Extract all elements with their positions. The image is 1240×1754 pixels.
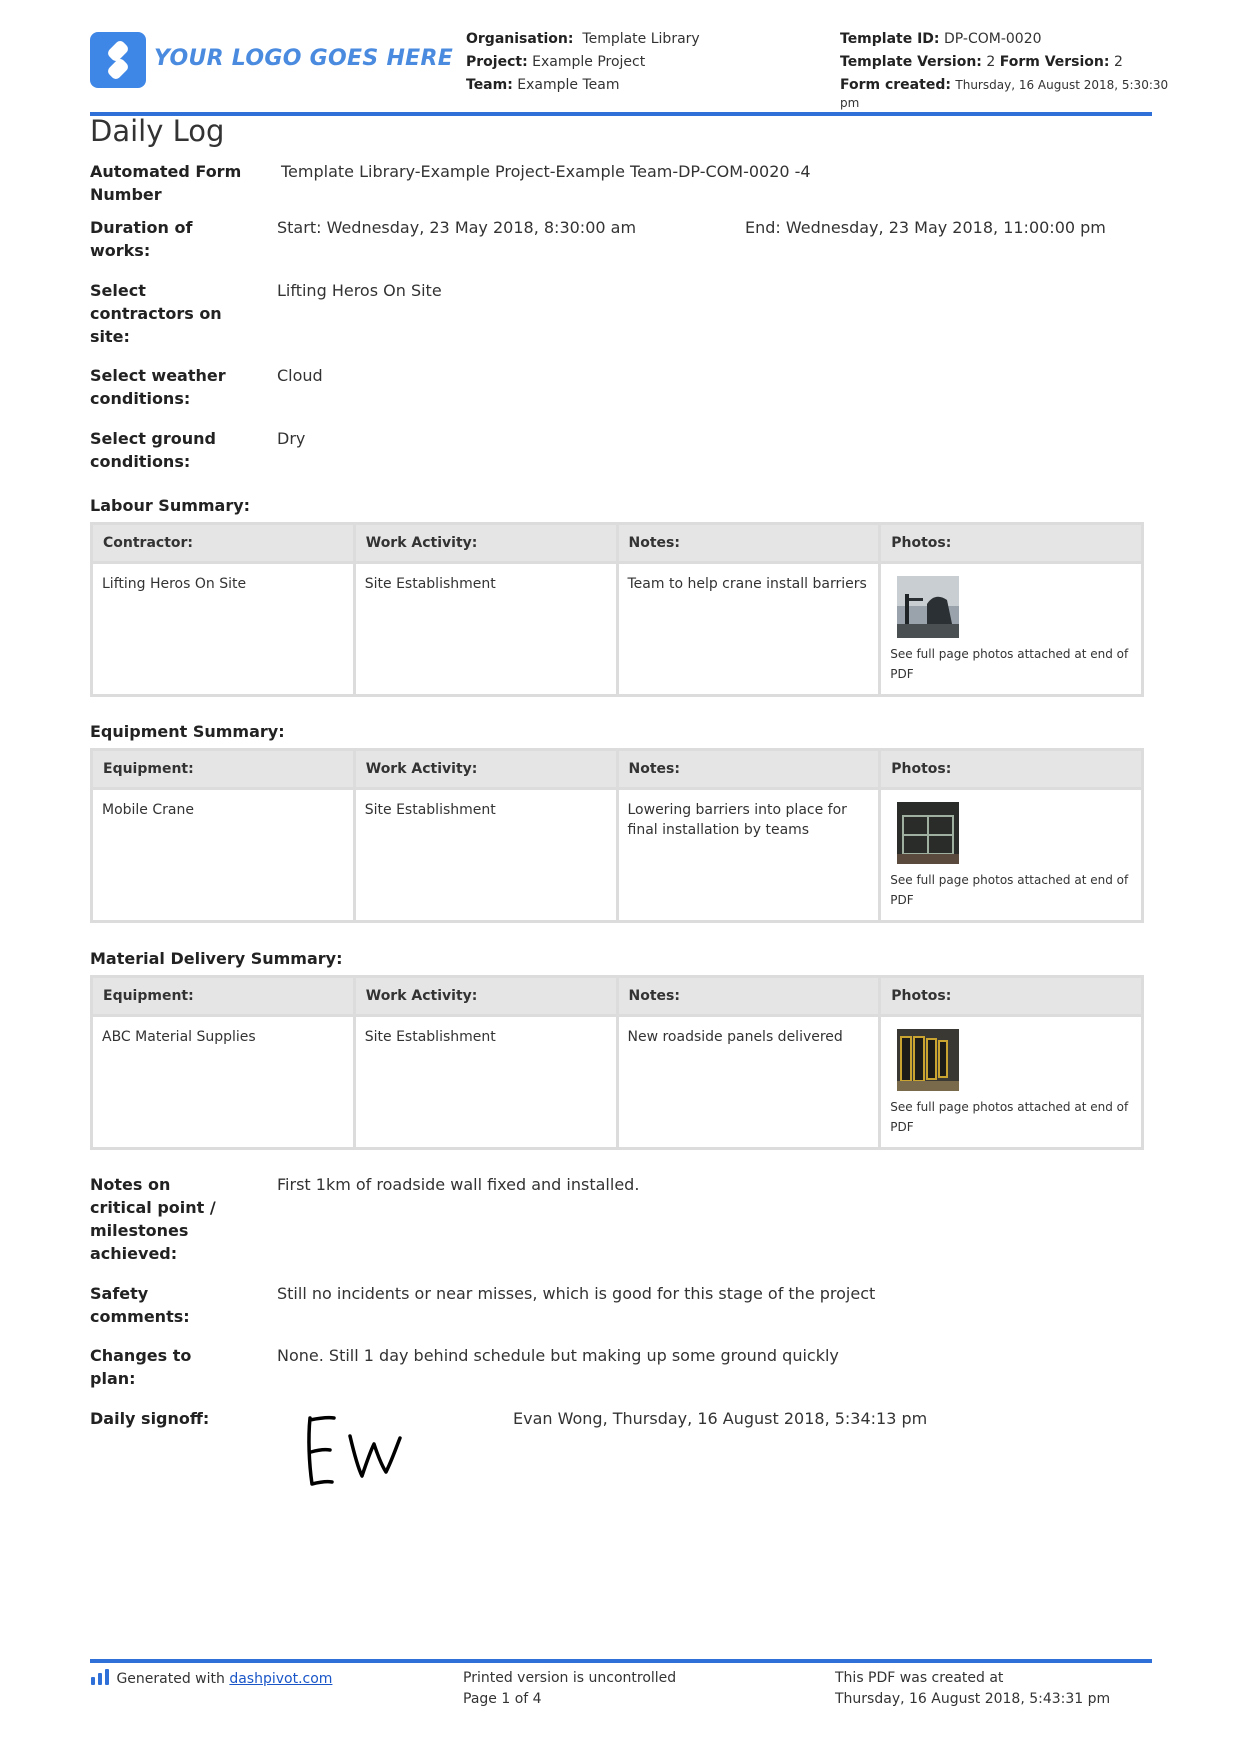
pdf-created-label: This PDF was created at (835, 1670, 1004, 1686)
team-label: Team: (466, 77, 513, 93)
table-header-cell: Work Activity: (356, 525, 616, 561)
table-cell: Site Establishment (356, 564, 616, 694)
labour-summary-title: Labour Summary: (90, 496, 251, 515)
logo-text: YOUR LOGO GOES HERE (154, 46, 454, 71)
form-version-value: 2 (1113, 54, 1123, 70)
table-header-row (93, 525, 1141, 561)
footer-divider (90, 1659, 1152, 1663)
table-header-cell: Photos: (881, 751, 1141, 787)
pdf-created-value: Thursday, 16 August 2018, 5:43:31 pm (835, 1691, 1111, 1707)
table-cell: New roadside panels delivered (619, 1017, 879, 1147)
template-id-label: Template ID: (840, 31, 940, 47)
equipment-summary-table (90, 748, 1144, 923)
table-row (93, 564, 1141, 694)
footer-generated (90, 1668, 332, 1690)
template-id-value: DP-COM-0020 (943, 31, 1042, 47)
table-cell: Site Establishment (356, 1017, 616, 1147)
photo-note: See full page photos attached at end of PDF (890, 873, 1129, 907)
form-number-label: Automated Form Number (90, 162, 242, 204)
table-cell: ABC Material Supplies (93, 1017, 353, 1147)
team-value: Example Team (517, 77, 620, 93)
table-header-cell: Work Activity: (356, 751, 616, 787)
table-header-cell: Equipment: (93, 751, 353, 787)
table-header-cell: Equipment: (93, 978, 353, 1014)
table-row (93, 790, 1141, 920)
table-cell: Site Establishment (356, 790, 616, 920)
safety-label: Safety comments: (90, 1284, 190, 1326)
form-created-label: Form created: (840, 77, 951, 93)
changes-label: Changes to plan: (90, 1346, 192, 1388)
photo-cell (881, 1017, 1141, 1147)
project-label: Project: (466, 54, 528, 70)
duration-start: Start: Wednesday, 23 May 2018, 8:30:00 am (277, 218, 637, 237)
milestones-value: First 1km of roadside wall fixed and installed. (277, 1175, 640, 1194)
dashpivot-icon (90, 1668, 112, 1686)
photo-note: See full page photos attached at end of PDF (890, 1100, 1129, 1134)
site-photo-thumbnail[interactable] (897, 1029, 959, 1091)
dashpivot-link[interactable]: dashpivot.com (229, 1671, 333, 1687)
table-cell: Team to help crane install barriers (619, 564, 879, 694)
table-cell: Lowering barriers into place for final installation by teams (619, 790, 879, 920)
contractors-label: Select contractors on site: (90, 281, 222, 346)
material-summary-table (90, 975, 1144, 1150)
footer-uncontrolled-block (463, 1668, 676, 1710)
photo-cell (881, 790, 1141, 920)
changes-value: None. Still 1 day behind schedule but making up some ground quickly (277, 1346, 839, 1365)
footer-created-block (835, 1668, 1110, 1710)
form-created-value-cont: pm (840, 96, 860, 110)
project-value: Example Project (532, 54, 646, 70)
form-version-label: Form Version: (999, 54, 1110, 70)
labour-summary-table (90, 522, 1144, 697)
signature-image (300, 1408, 430, 1490)
header-divider (90, 112, 1152, 116)
table-header-cell: Work Activity: (356, 978, 616, 1014)
photo-note: See full page photos attached at end of PDF (890, 647, 1129, 681)
ground-value: Dry (277, 429, 306, 448)
equipment-summary-title: Equipment Summary: (90, 722, 285, 741)
signoff-value: Evan Wong, Thursday, 16 August 2018, 5:34:13 pm (513, 1409, 928, 1428)
page-title: Daily Log (90, 114, 225, 148)
duration-end: End: Wednesday, 23 May 2018, 11:00:00 pm (745, 218, 1106, 237)
header-organisation-block (466, 28, 700, 97)
signoff-label: Daily signoff: (90, 1409, 210, 1428)
table-header-cell: Notes: (619, 525, 879, 561)
weather-label: Select weather conditions: (90, 366, 226, 408)
form-created-value: Thursday, 16 August 2018, 5:30:30 (955, 78, 1169, 92)
table-header-cell: Photos: (881, 978, 1141, 1014)
safety-value: Still no incidents or near misses, which is good for this stage of the project (277, 1284, 876, 1303)
uncontrolled-notice: Printed version is uncontrolled (463, 1670, 677, 1686)
duration-label: Duration of works: (90, 218, 193, 260)
form-number-value: Template Library-Example Project-Example Team-DP-COM-0020 -4 (281, 162, 811, 181)
weather-value: Cloud (277, 366, 323, 385)
organisation-label: Organisation: (466, 31, 574, 47)
table-header-cell: Notes: (619, 978, 879, 1014)
table-header-row (93, 978, 1141, 1014)
table-cell: Mobile Crane (93, 790, 353, 920)
photo-cell (881, 564, 1141, 694)
table-header-cell: Photos: (881, 525, 1141, 561)
table-row (93, 1017, 1141, 1147)
ground-label: Select ground conditions: (90, 429, 216, 471)
template-version-label: Template Version: (840, 54, 982, 70)
table-header-cell: Notes: (619, 751, 879, 787)
page-number: Page 1 of 4 (463, 1691, 542, 1707)
site-photo-thumbnail[interactable] (897, 576, 959, 638)
table-header-row (93, 751, 1141, 787)
logo-icon (90, 32, 146, 88)
table-header-cell: Contractor: (93, 525, 353, 561)
organisation-value: Template Library (582, 31, 700, 47)
material-summary-title: Material Delivery Summary: (90, 949, 343, 968)
table-cell: Lifting Heros On Site (93, 564, 353, 694)
contractors-value: Lifting Heros On Site (277, 281, 442, 300)
template-version-value: 2 (986, 54, 996, 70)
generated-prefix: Generated with (116, 1671, 225, 1687)
site-photo-thumbnail[interactable] (897, 802, 959, 864)
logo-mark (90, 32, 146, 88)
header-template-block (840, 28, 1168, 109)
milestones-label: Notes on critical point / milestones achieved: (90, 1175, 216, 1263)
